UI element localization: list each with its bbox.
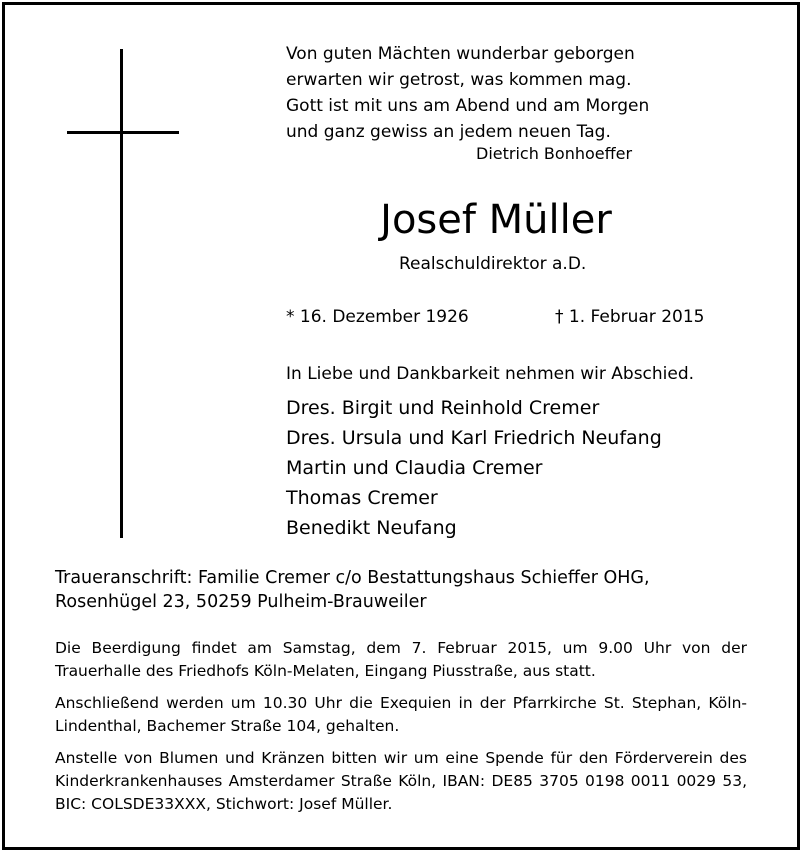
poem-line: erwarten wir getrost, was kommen mag.: [286, 70, 632, 90]
cross-icon-bar: [67, 131, 179, 134]
mourning-address: [55, 566, 650, 614]
address-line: Rosenhügel 23, 50259 Pulheim-Brauweiler: [55, 592, 427, 612]
funeral-paragraph: [55, 637, 747, 683]
mourner: Thomas Cremer: [286, 487, 438, 509]
donation-paragraph: [55, 747, 747, 816]
poem-author: Dietrich Bonhoeffer: [476, 144, 633, 163]
address-line: Traueranschrift: Familie Cremer c/o Bestattungshaus Schieffer OHG,: [55, 568, 650, 588]
mourner: Martin und Claudia Cremer: [286, 457, 543, 479]
mourners-list: [286, 393, 662, 543]
exequies-paragraph: [55, 692, 747, 738]
poem-line: Gott ist mit uns am Abend und am Morgen: [286, 96, 650, 116]
info-line: Trauerhalle des Friedhofs Köln-Melaten, Eingang Piusstraße, aus statt.: [55, 662, 596, 680]
mourner: Dres. Birgit und Reinhold Cremer: [286, 397, 600, 419]
info-line: BIC: COLSDE33XXX, Stichwort: Josef Müller.: [55, 795, 393, 813]
deceased-title: Realschuldirektor a.D.: [399, 254, 587, 274]
info-line: Kinderkrankenhauses Amsterdamer Straße Köln, IBAN: DE85 3705 0198 0011 0029 53,: [55, 772, 747, 790]
mourner: Dres. Ursula und Karl Friedrich Neufang: [286, 427, 662, 449]
birth-date: * 16. Dezember 1926: [286, 307, 469, 327]
info-line: Die Beerdigung findet am Samstag, dem 7. Februar 2015, um 9.00 Uhr von der: [55, 639, 747, 657]
poem: [286, 41, 649, 145]
deceased-name: Josef Müller: [380, 197, 612, 243]
info-line: Lindenthal, Bachemer Straße 104, gehalten.: [55, 717, 400, 735]
poem-line: und ganz gewiss an jedem neuen Tag.: [286, 122, 611, 142]
info-line: Anstelle von Blumen und Kränzen bitten wir um eine Spende für den Förderverein des: [55, 749, 747, 767]
death-date: † 1. Februar 2015: [555, 307, 705, 327]
mourner: Benedikt Neufang: [286, 517, 457, 539]
poem-line: Von guten Mächten wunderbar geborgen: [286, 44, 635, 64]
cross-icon: [120, 49, 123, 538]
farewell-text: In Liebe und Dankbarkeit nehmen wir Abschied.: [286, 364, 695, 384]
info-line: Anschließend werden um 10.30 Uhr die Exequien in der Pfarrkirche St. Stephan, Köln-: [55, 694, 747, 712]
